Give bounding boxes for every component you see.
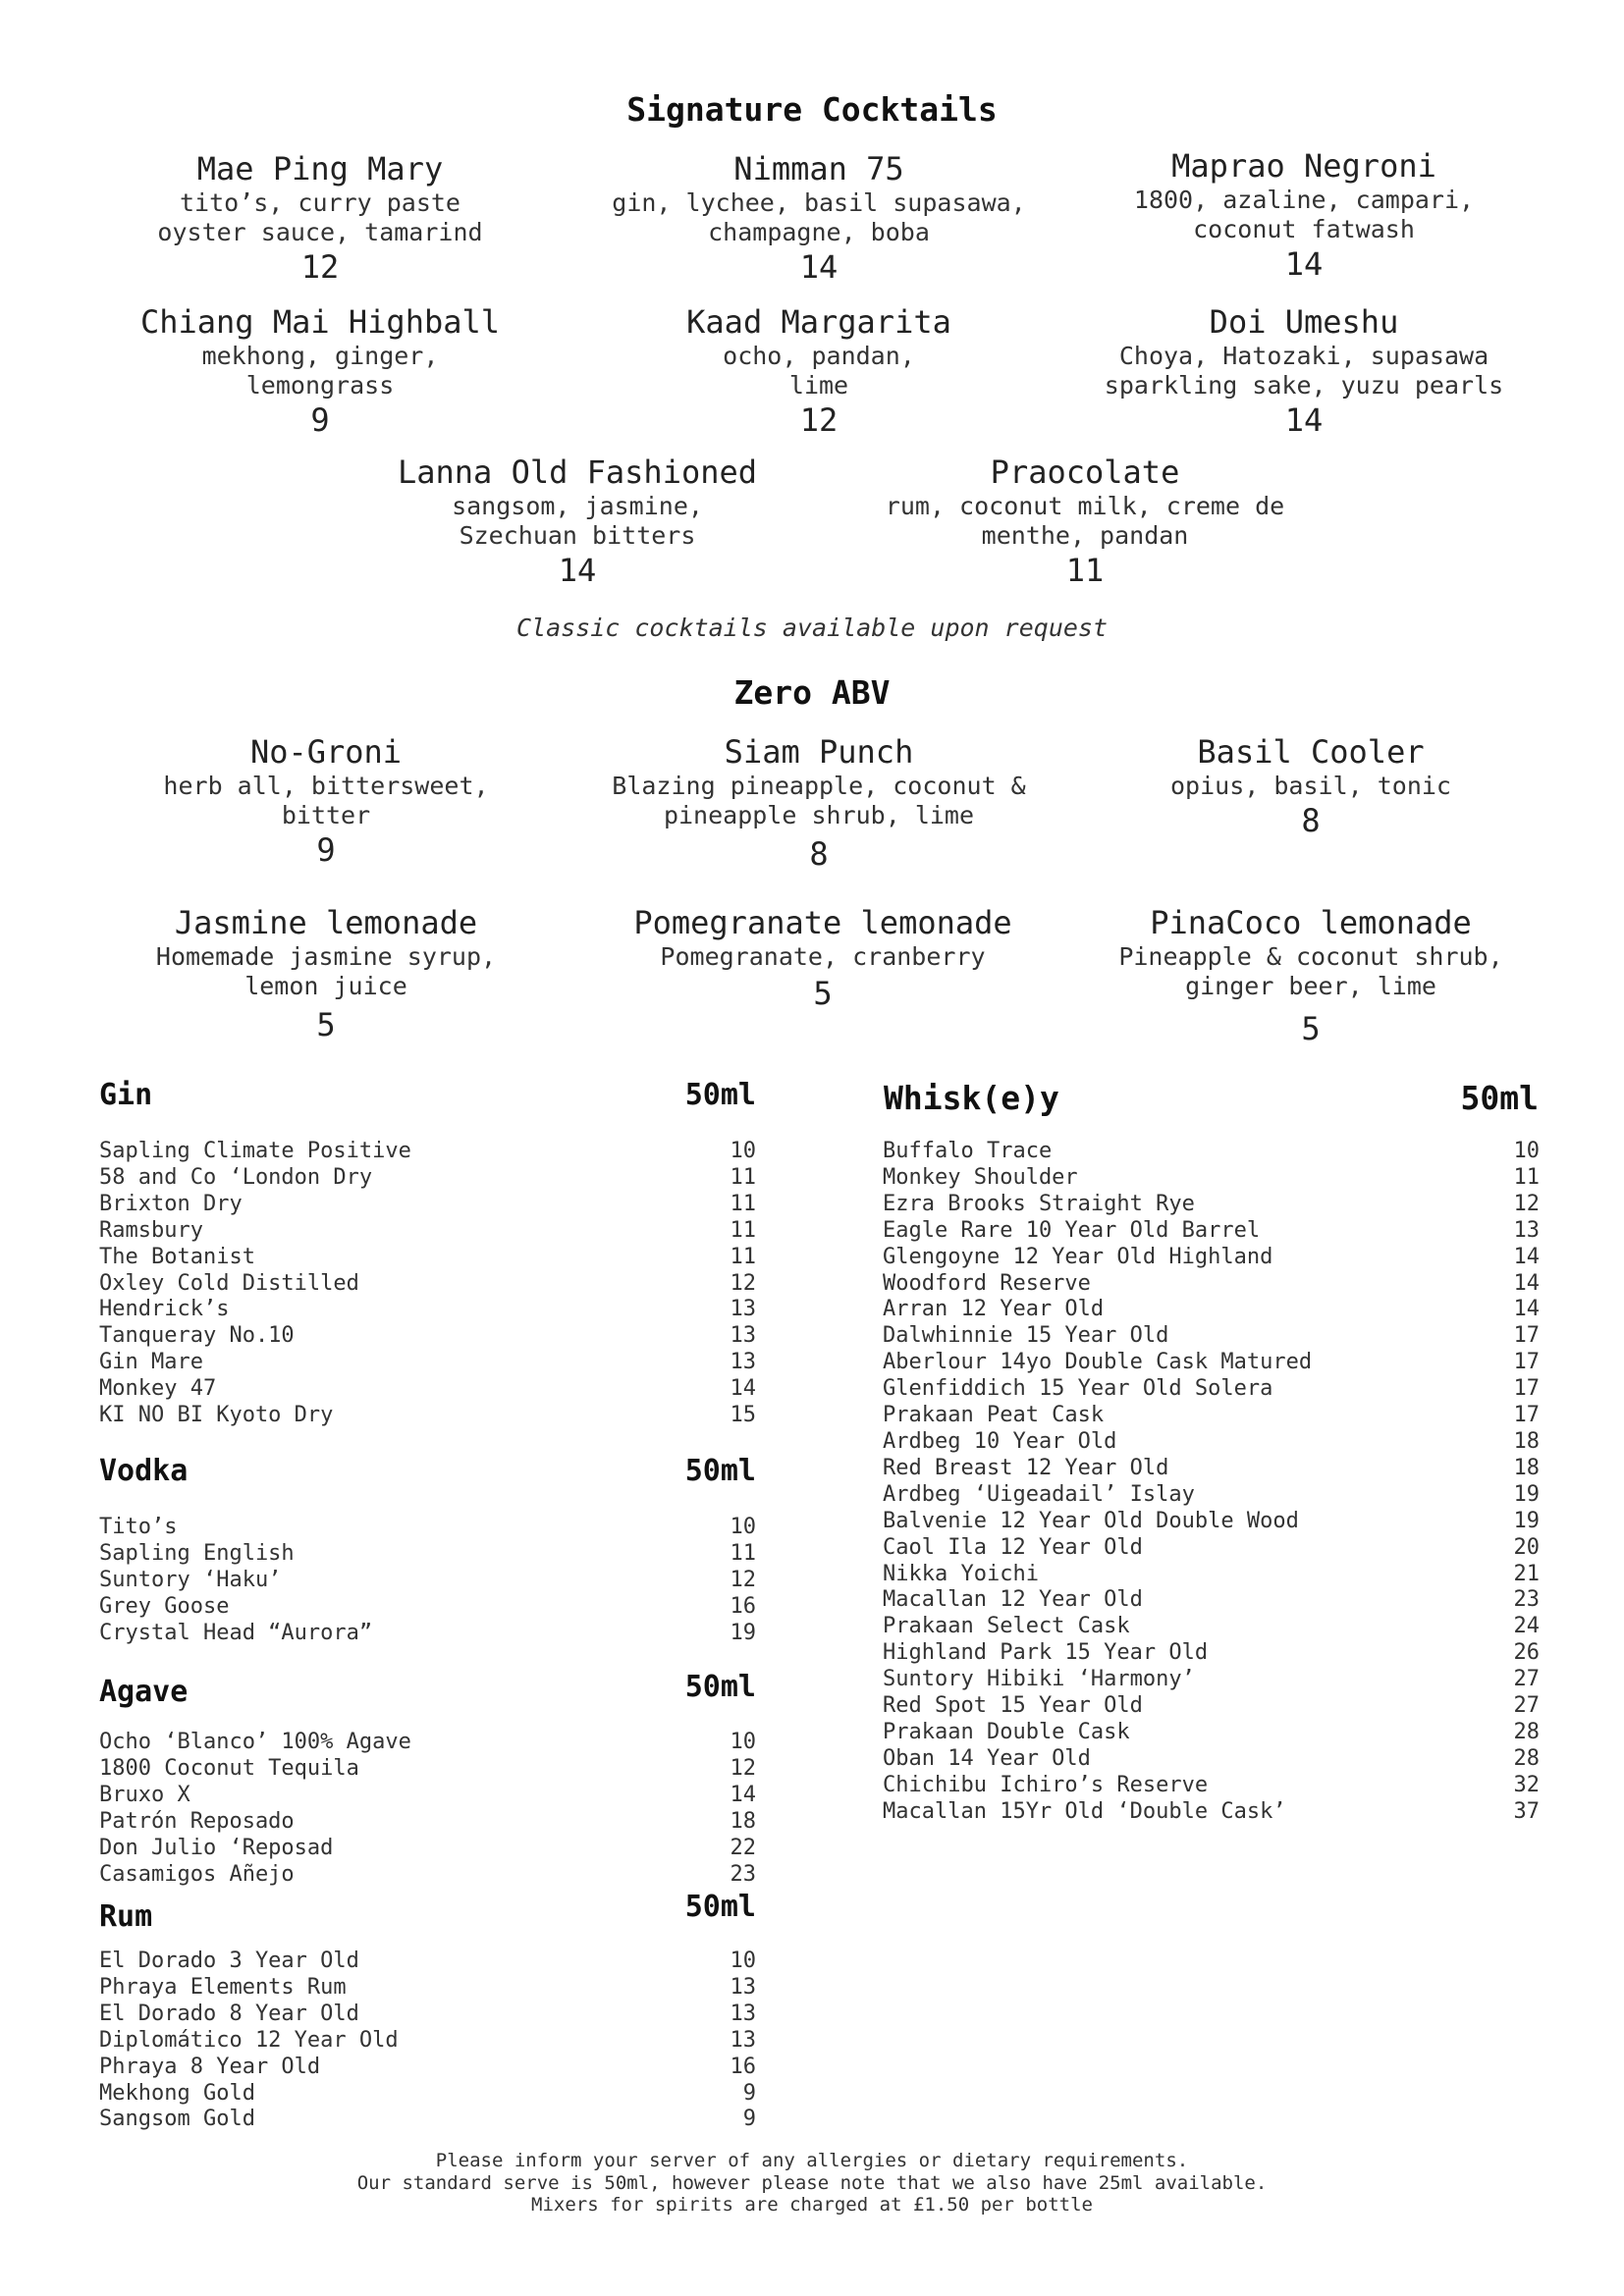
gin-row <box>99 1139 756 1165</box>
spirit-name: Glengoyne 12 Year Old Highland <box>883 1244 1273 1269</box>
mixers-note: Mixers for spirits are charged at £1.50 per bottle <box>531 2194 1093 2216</box>
spirit-name: 58 and Co ‘London Dry <box>99 1164 373 1190</box>
cocktail-item <box>65 302 575 440</box>
cocktail-desc: Choya, Hatozaki, supasawa sparkling sake, yuzu pearls <box>1104 342 1504 400</box>
spirit-price: 13 <box>730 2027 756 2053</box>
cocktail-desc: tito’s, curry paste oyster sauce, tamarind <box>157 188 483 246</box>
whisky-row <box>883 1535 1540 1562</box>
spirit-price: 14 <box>730 1782 756 1807</box>
whisky-row <box>883 1403 1540 1429</box>
cocktail-item <box>564 149 1074 287</box>
drink-desc: opius, basil, tonic <box>1170 772 1451 800</box>
cocktail-name: Mae Ping Mary <box>196 150 444 187</box>
spirit-price: 12 <box>730 1755 756 1781</box>
spirit-price: 27 <box>1513 1693 1540 1719</box>
spirit-price: 32 <box>1513 1772 1540 1797</box>
spirit-name: Tito’s <box>99 1515 178 1539</box>
spirit-name: Macallan 12 Year Old <box>883 1587 1143 1613</box>
cocktail-name: Kaad Margarita <box>686 303 951 341</box>
spirit-price: 13 <box>1513 1217 1540 1243</box>
spirit-price: 18 <box>1513 1455 1540 1480</box>
cocktail-item <box>322 453 833 590</box>
drink-name: No-Groni <box>249 733 403 771</box>
spirit-name: Oxley Cold Distilled <box>99 1270 359 1296</box>
whisky-row <box>883 1562 1540 1588</box>
spirit-price: 24 <box>1513 1614 1540 1639</box>
gin-row <box>99 1376 756 1403</box>
gin-row <box>99 1245 756 1271</box>
zero-abv-item <box>71 903 581 1044</box>
spirit-name: Aberlour 14yo Double Cask Matured <box>883 1350 1313 1375</box>
whisky-list <box>883 1139 1540 1826</box>
spirit-name: El Dorado 3 Year Old <box>99 1949 359 1973</box>
spirit-price: 13 <box>730 2001 756 2026</box>
spirit-name: Oban 14 Year Old <box>883 1745 1091 1771</box>
drink-name: Basil Cooler <box>1197 733 1425 771</box>
agave-row <box>99 1836 756 1862</box>
rum-row <box>99 2028 756 2055</box>
spirit-price: 11 <box>730 1540 756 1566</box>
gin-size: 50ml <box>684 1078 756 1112</box>
spirit-price: 14 <box>1513 1297 1540 1322</box>
drink-price: 8 <box>809 835 829 873</box>
drink-price: 5 <box>316 1006 336 1043</box>
spirit-price: 12 <box>730 1567 756 1592</box>
gin-row <box>99 1323 756 1350</box>
spirit-name: Highland Park 15 Year Old <box>883 1640 1209 1666</box>
spirit-price: 14 <box>730 1376 756 1402</box>
spirit-name: Monkey Shoulder <box>883 1164 1078 1190</box>
whisky-row <box>883 1587 1540 1614</box>
spirit-name: Don Julio ‘Reposad <box>99 1835 334 1860</box>
gin-list <box>99 1139 756 1429</box>
spirit-name: Red Breast 12 Year Old <box>883 1455 1169 1480</box>
cocktail-price: 14 <box>558 552 597 589</box>
cocktail-item <box>1049 146 1559 284</box>
spirit-name: Ocho ‘Blanco’ 100% Agave <box>99 1730 411 1754</box>
spirit-price: 13 <box>730 1297 756 1322</box>
spirit-price: 10 <box>730 1139 756 1163</box>
classic-cocktails-note: Classic cocktails available upon request <box>515 614 1109 642</box>
cocktail-desc: ocho, pandan, lime <box>723 342 915 400</box>
spirit-name: 1800 Coconut Tequila <box>99 1755 359 1781</box>
spirit-price: 10 <box>1513 1139 1540 1163</box>
spirit-price: 11 <box>1513 1164 1540 1190</box>
spirit-name: Prakaan Double Cask <box>883 1719 1130 1744</box>
rum-row <box>99 2002 756 2028</box>
spirit-price: 22 <box>730 1835 756 1860</box>
spirit-name: Glenfiddich 15 Year Old Solera <box>883 1376 1273 1402</box>
whisky-row <box>883 1509 1540 1535</box>
cocktail-name: Praocolate <box>990 454 1180 491</box>
whisky-row <box>883 1693 1540 1720</box>
spirit-price: 23 <box>730 1861 756 1887</box>
spirit-price: 10 <box>730 1730 756 1754</box>
drink-desc: herb all, bittersweet, bitter <box>163 772 489 829</box>
spirit-name: Woodford Reserve <box>883 1270 1091 1296</box>
vodka-row <box>99 1515 756 1541</box>
vodka-row <box>99 1621 756 1647</box>
whisky-row <box>883 1773 1540 1799</box>
spirit-price: 9 <box>742 2107 756 2132</box>
footer-notes <box>0 2150 1624 2216</box>
rum-row <box>99 1949 756 1975</box>
vodka-row <box>99 1541 756 1568</box>
spirit-price: 19 <box>1513 1481 1540 1507</box>
whisky-row <box>883 1245 1540 1271</box>
whisky-row <box>883 1297 1540 1323</box>
spirit-price: 37 <box>1513 1798 1540 1824</box>
spirit-price: 17 <box>1513 1403 1540 1428</box>
spirit-name: Monkey 47 <box>99 1376 217 1402</box>
agave-size: 50ml <box>684 1670 756 1704</box>
whisky-row <box>883 1165 1540 1192</box>
spirit-price: 11 <box>730 1191 756 1216</box>
cocktail-name: Nimman 75 <box>733 150 904 187</box>
cocktail-item <box>65 149 575 287</box>
drink-price: 8 <box>1301 802 1321 839</box>
spirit-name: Patrón Reposado <box>99 1808 295 1834</box>
spirit-price: 26 <box>1513 1640 1540 1666</box>
whisky-row <box>883 1271 1540 1298</box>
spirit-price: 23 <box>1513 1587 1540 1613</box>
agave-list <box>99 1730 756 1888</box>
agave-row <box>99 1862 756 1889</box>
whisky-row <box>883 1456 1540 1482</box>
spirit-name: Balvenie 12 Year Old Double Wood <box>883 1508 1299 1533</box>
rum-row <box>99 1975 756 2002</box>
zero-abv-item <box>1056 903 1566 1048</box>
agave-row <box>99 1809 756 1836</box>
vodka-list <box>99 1515 756 1647</box>
cocktail-desc: gin, lychee, basil supasawa, champagne, boba <box>612 188 1026 246</box>
vodka-row <box>99 1594 756 1621</box>
spirit-name: Suntory Hibiki ‘Harmony’ <box>883 1667 1195 1692</box>
spirit-name: Chichibu Ichiro’s Reserve <box>883 1772 1209 1797</box>
cocktail-name: Maprao Negroni <box>1171 147 1436 185</box>
spirit-price: 15 <box>730 1403 756 1428</box>
spirit-price: 20 <box>1513 1534 1540 1560</box>
cocktail-item <box>1049 302 1559 440</box>
rum-heading: Rum <box>99 1899 153 1934</box>
whisky-row <box>883 1482 1540 1509</box>
spirit-price: 28 <box>1513 1745 1540 1771</box>
spirit-price: 16 <box>730 2054 756 2079</box>
spirit-name: Sangsom Gold <box>99 2107 255 2132</box>
spirit-price: 13 <box>730 1323 756 1349</box>
gin-row <box>99 1403 756 1429</box>
gin-row <box>99 1271 756 1298</box>
spirit-name: Ardbeg 10 Year Old <box>883 1428 1117 1454</box>
drink-name: Siam Punch <box>724 733 914 771</box>
spirit-name: Brixton Dry <box>99 1191 243 1216</box>
spirit-name: Bruxo X <box>99 1782 190 1807</box>
drink-price: 9 <box>316 831 336 869</box>
spirit-name: Diplomático 12 Year Old <box>99 2027 399 2053</box>
spirit-price: 19 <box>1513 1508 1540 1533</box>
spirit-name: Gin Mare <box>99 1350 203 1375</box>
spirit-name: Grey Goose <box>99 1593 230 1619</box>
spirit-name: Phraya 8 Year Old <box>99 2054 321 2079</box>
spirit-name: Crystal Head “Aurora” <box>99 1620 373 1645</box>
spirit-name: Macallan 15Yr Old ‘Double Cask’ <box>883 1798 1286 1824</box>
spirit-name: Arran 12 Year Old <box>883 1297 1105 1322</box>
cocktail-desc: rum, coconut milk, creme de menthe, pandan <box>885 492 1285 550</box>
cocktail-desc: sangsom, jasmine, Szechuan bitters <box>452 492 703 550</box>
gin-row <box>99 1297 756 1323</box>
drink-desc: Homemade jasmine syrup, lemon juice <box>155 942 497 1000</box>
whisky-row <box>883 1746 1540 1773</box>
serve-size-note: Our standard serve is 50ml, however please note that we also have 25ml available. <box>356 2171 1268 2194</box>
spirit-price: 13 <box>730 1974 756 2000</box>
whisky-row <box>883 1614 1540 1640</box>
spirit-price: 17 <box>1513 1323 1540 1349</box>
whisky-row <box>883 1640 1540 1667</box>
spirit-name: Prakaan Select Cask <box>883 1614 1130 1639</box>
zero-abv-heading: Zero ABV <box>733 673 891 712</box>
agave-row <box>99 1730 756 1756</box>
spirit-price: 14 <box>1513 1270 1540 1296</box>
gin-row <box>99 1350 756 1376</box>
spirit-name: Hendrick’s <box>99 1297 230 1322</box>
cocktail-price: 14 <box>1284 245 1324 283</box>
spirit-name: The Botanist <box>99 1244 255 1269</box>
spirit-price: 10 <box>730 1949 756 1973</box>
spirit-name: Ardbeg ‘Uigeadail’ Islay <box>883 1481 1195 1507</box>
spirit-price: 19 <box>730 1620 756 1645</box>
whisky-row <box>883 1323 1540 1350</box>
spirit-name: Casamigos Añejo <box>99 1861 295 1887</box>
vodka-size: 50ml <box>684 1454 756 1488</box>
drink-name: Pomegranate lemonade <box>633 904 1012 941</box>
spirit-name: Eagle Rare 10 Year Old Barrel <box>883 1217 1261 1243</box>
cocktail-price: 14 <box>799 248 839 286</box>
cocktail-name: Chiang Mai Highball <box>139 303 501 341</box>
spirit-name: Ezra Brooks Straight Rye <box>883 1191 1195 1216</box>
cocktail-item <box>564 302 1074 440</box>
gin-heading: Gin <box>99 1078 153 1112</box>
spirit-name: Ramsbury <box>99 1217 203 1243</box>
spirit-name: Tanqueray No.10 <box>99 1323 295 1349</box>
spirit-price: 11 <box>730 1244 756 1269</box>
whisky-row <box>883 1218 1540 1245</box>
allergy-note: Please inform your server of any allergies or dietary requirements. <box>435 2150 1189 2171</box>
whisky-row <box>883 1667 1540 1693</box>
spirit-price: 28 <box>1513 1719 1540 1744</box>
zero-abv-item <box>71 732 581 870</box>
spirit-name: Nikka Yoichi <box>883 1561 1039 1586</box>
rum-list <box>99 1949 756 2133</box>
whisky-row <box>883 1376 1540 1403</box>
cocktail-name: Doi Umeshu <box>1209 303 1399 341</box>
spirit-name: Red Spot 15 Year Old <box>883 1693 1143 1719</box>
whisky-row <box>883 1429 1540 1456</box>
whisky-heading: Whisk(e)y <box>884 1079 1059 1117</box>
spirit-price: 12 <box>730 1270 756 1296</box>
agave-row <box>99 1756 756 1783</box>
spirit-price: 11 <box>730 1164 756 1190</box>
spirit-name: Mekhong Gold <box>99 2080 255 2106</box>
spirit-name: Phraya Elements Rum <box>99 1974 347 2000</box>
spirit-price: 18 <box>1513 1428 1540 1454</box>
whisky-row <box>883 1720 1540 1746</box>
whisky-row <box>883 1192 1540 1218</box>
spirit-price: 13 <box>730 1350 756 1375</box>
cocktail-item <box>830 453 1340 590</box>
spirit-name: Dalwhinnie 15 Year Old <box>883 1323 1169 1349</box>
cocktail-desc: mekhong, ginger, lemongrass <box>201 342 439 400</box>
drink-desc: Pineapple & coconut shrub, ginger beer, lime <box>1118 942 1503 1000</box>
agave-row <box>99 1783 756 1809</box>
agave-heading: Agave <box>99 1675 189 1709</box>
rum-row <box>99 2055 756 2081</box>
cocktail-price: 11 <box>1065 552 1105 589</box>
spirit-name: Caol Ila 12 Year Old <box>883 1534 1143 1560</box>
rum-size: 50ml <box>684 1890 756 1924</box>
drink-name: Jasmine lemonade <box>174 904 478 941</box>
spirit-name: El Dorado 8 Year Old <box>99 2001 359 2026</box>
rum-row <box>99 2081 756 2108</box>
spirit-name: Sapling Climate Positive <box>99 1139 411 1163</box>
spirit-name: Suntory ‘Haku’ <box>99 1567 282 1592</box>
drink-desc: Blazing pineapple, coconut & pineapple shrub, lime <box>612 772 1026 829</box>
whisky-row <box>883 1350 1540 1376</box>
zero-abv-item <box>564 732 1074 874</box>
spirit-name: Prakaan Peat Cask <box>883 1403 1105 1428</box>
signature-cocktails-heading: Signature Cocktails <box>626 90 998 129</box>
spirit-name: Sapling English <box>99 1540 295 1566</box>
drink-price: 5 <box>1301 1010 1321 1047</box>
vodka-row <box>99 1568 756 1594</box>
spirit-price: 9 <box>742 2080 756 2106</box>
spirit-price: 10 <box>730 1515 756 1539</box>
zero-abv-item <box>568 903 1078 1013</box>
gin-row <box>99 1218 756 1245</box>
cocktail-price: 12 <box>799 401 839 439</box>
spirit-price: 12 <box>1513 1191 1540 1216</box>
gin-row <box>99 1165 756 1192</box>
rum-row <box>99 2107 756 2133</box>
gin-row <box>99 1192 756 1218</box>
spirit-price: 11 <box>730 1217 756 1243</box>
cocktail-price: 12 <box>300 248 340 286</box>
cocktail-desc: 1800, azaline, campari, coconut fatwash <box>1133 186 1475 243</box>
spirit-price: 14 <box>1513 1244 1540 1269</box>
whisky-row <box>883 1799 1540 1826</box>
spirit-price: 17 <box>1513 1350 1540 1375</box>
whisky-size: 50ml <box>1460 1079 1539 1117</box>
spirit-price: 18 <box>730 1808 756 1834</box>
spirit-price: 21 <box>1513 1561 1540 1586</box>
spirit-price: 17 <box>1513 1376 1540 1402</box>
drink-desc: Pomegranate, cranberry <box>660 942 986 971</box>
cocktail-price: 14 <box>1284 401 1324 439</box>
cocktail-name: Lanna Old Fashioned <box>397 454 758 491</box>
zero-abv-item <box>1056 732 1566 840</box>
spirit-name: Buffalo Trace <box>883 1139 1053 1163</box>
whisky-row <box>883 1139 1540 1165</box>
spirit-name: KI NO BI Kyoto Dry <box>99 1403 334 1428</box>
drink-price: 5 <box>813 975 833 1012</box>
cocktail-price: 9 <box>310 401 330 439</box>
drink-name: PinaCoco lemonade <box>1150 904 1472 941</box>
spirit-price: 27 <box>1513 1667 1540 1692</box>
vodka-heading: Vodka <box>99 1454 189 1488</box>
spirit-price: 16 <box>730 1593 756 1619</box>
